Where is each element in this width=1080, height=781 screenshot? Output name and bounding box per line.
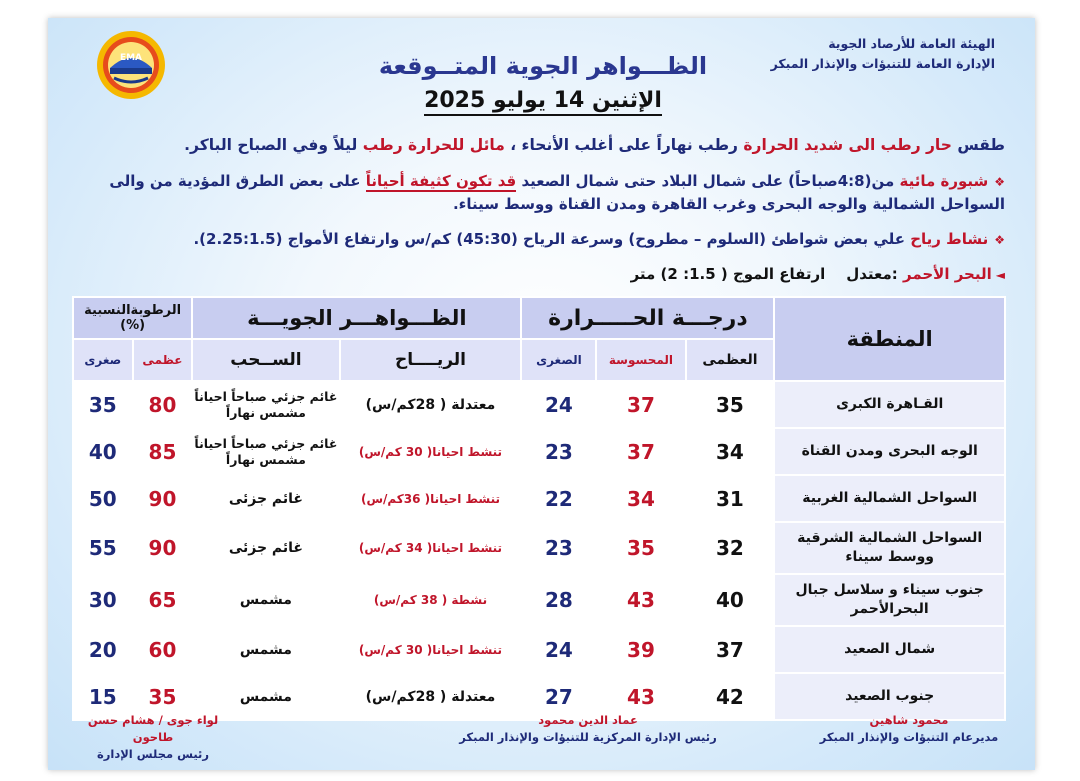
max-temp-cell: 34 [686, 428, 775, 475]
wind-cell: معتدلة ( 28كم/س) [340, 673, 522, 720]
wind-label: نشاط رياح [910, 230, 989, 248]
signature-left [68, 712, 238, 763]
humidity-max-cell: 90 [133, 475, 193, 522]
cloud-cell: غائم جزئى [192, 522, 339, 574]
signature-center [428, 712, 748, 746]
min-temp-cell: 23 [521, 522, 596, 574]
weather-summary [75, 136, 1005, 154]
wind-cell: تنشط احيانا( 30 كم/س) [340, 626, 522, 673]
organization-header [735, 34, 995, 74]
humidity-max-cell: 85 [133, 428, 193, 475]
max-temp-cell: 32 [686, 522, 775, 574]
signature-name: عماد الدين محمود [538, 713, 638, 727]
signature-right [809, 712, 1009, 746]
forecast-date-text: الإثنين 14 يوليو 2025 [424, 88, 662, 116]
cloud-cell: مشمس [192, 673, 339, 720]
humidity-max-cell: 65 [133, 574, 193, 626]
forecast-date [378, 88, 708, 113]
min-temp-cell: 28 [521, 574, 596, 626]
red-sea-wave: ارتفاع الموج ( 1.5: 2) متر [630, 265, 826, 283]
table-row [73, 626, 1005, 673]
humidity-min-cell: 40 [73, 428, 133, 475]
region-cell: شمال الصعيد [774, 626, 1005, 673]
signature-name: محمود شاهين [869, 713, 949, 727]
signature-title: مديرعام التنبؤات والإنذار المبكر [819, 730, 999, 744]
wind-bullet [75, 228, 1005, 251]
humidity-min-cell: 15 [73, 673, 133, 720]
region-cell: جنوب سيناء و سلاسل جبال البحرالأحمر [774, 574, 1005, 626]
forecast-table [72, 296, 1006, 721]
signature-name: لواء جوى / هشام حسن طاحون [87, 713, 219, 744]
fog-warning: قد تكون كثيفة أحياناً [365, 172, 517, 190]
max-temp-cell: 42 [686, 673, 775, 720]
feels-like-cell: 37 [596, 381, 685, 428]
svg-text:EMA: EMA [119, 53, 143, 63]
wind-cell: تنشط احيانا( 36كم/س) [340, 475, 522, 522]
max-temp-cell: 37 [686, 626, 775, 673]
min-temp-cell: 24 [521, 626, 596, 673]
feels-like-cell: 37 [596, 428, 685, 475]
table-row [73, 428, 1005, 475]
region-cell: الوجه البحرى ومدن القناة [774, 428, 1005, 475]
wind-cell: نشطة ( 38 كم/س) [340, 574, 522, 626]
region-cell: السواحل الشمالية الشرقية ووسط سيناء [774, 522, 1005, 574]
humidity-min-cell: 30 [73, 574, 133, 626]
humidity-max-cell: 90 [133, 522, 193, 574]
cloud-cell: غائم جزئي صباحاً احياناً مشمس نهاراً [192, 428, 339, 475]
summary-part-3: رطب نهاراً على أغلب الأنحاء ، [504, 136, 738, 154]
page-title: الظـــواهر الجوية المتــوقعة [378, 52, 708, 80]
humidity-min-cell: 50 [73, 475, 133, 522]
fog-text-1: من(4:8صباحاً) على شمال البلاد حتى شمال الصعيد [516, 172, 900, 190]
cloud-cell: غائم جزئي صباحاً احياناً مشمس نهاراً [192, 381, 339, 428]
org-department: الإدارة العامة للتنبؤات والإنذار المبكر [770, 56, 995, 71]
wind-cell: معتدلة ( 28كم/س) [340, 381, 522, 428]
wind-cell: تنشط احيانا( 34 كم/س) [340, 522, 522, 574]
forecast-sheet [48, 18, 1035, 770]
red-sea-line [631, 265, 1005, 283]
humidity-max-cell: 80 [133, 381, 193, 428]
bullet-marker-icon: ❖ [994, 233, 1005, 247]
max-temp-cell: 40 [686, 574, 775, 626]
header-clouds: الســحب [192, 339, 339, 381]
bullet-marker-icon: ❖ [994, 175, 1005, 189]
triangle-marker-icon: ◄ [995, 268, 1005, 282]
summary-part-2: حار رطب الى شديد الحرارة [737, 136, 952, 154]
header-max-temp: العظمى [686, 339, 775, 381]
cloud-cell: غائم جزئى [192, 475, 339, 522]
min-temp-cell: 22 [521, 475, 596, 522]
humidity-min-cell: 55 [73, 522, 133, 574]
header-wind: الريــــاح [340, 339, 522, 381]
region-cell: جنوب الصعيد [774, 673, 1005, 720]
table-row [73, 381, 1005, 428]
fog-text-2: على بعض الطرق المؤدية من والى السواحل الشمالية والوجه البحرى وغرب القاهرة ومدن القناة ووسط سيناء. [109, 172, 1005, 213]
table-row [73, 574, 1005, 626]
header-min-temp: الصغرى [521, 339, 596, 381]
region-cell: السواحل الشمالية الغربية [774, 475, 1005, 522]
min-temp-cell: 24 [521, 381, 596, 428]
ema-logo [96, 30, 166, 100]
table-row [73, 475, 1005, 522]
cloud-cell: مشمس [192, 574, 339, 626]
org-name: الهيئة العامة للأرصاد الجوية [828, 36, 995, 51]
summary-part-5: ليلاً وفي الصباح الباكر. [184, 136, 363, 154]
header-phenomena: الظـــواهـــر الجويـــة [192, 297, 521, 339]
header-humidity-max: عظمى [133, 339, 193, 381]
feels-like-cell: 34 [596, 475, 685, 522]
feels-like-cell: 43 [596, 673, 685, 720]
min-temp-cell: 23 [521, 428, 596, 475]
max-temp-cell: 35 [686, 381, 775, 428]
feels-like-cell: 35 [596, 522, 685, 574]
summary-part-4: مائل للحرارة رطب [362, 136, 505, 154]
fog-label: شبورة مائية [899, 172, 989, 190]
humidity-max-cell: 35 [133, 673, 193, 720]
header-humidity: الرطوبةالنسبية (%) [73, 297, 192, 339]
fog-bullet [75, 170, 1005, 215]
wind-cell: تنشط احيانا( 30 كم/س) [340, 428, 522, 475]
region-cell: القـاهرة الكبرى [774, 381, 1005, 428]
red-sea-state: :معتدل [846, 265, 903, 283]
humidity-max-cell: 60 [133, 626, 193, 673]
feels-like-cell: 43 [596, 574, 685, 626]
table-row [73, 522, 1005, 574]
signature-title: رئيس مجلس الإدارة [96, 747, 209, 761]
max-temp-cell: 31 [686, 475, 775, 522]
header-temperature: درجـــة الحـــــرارة [521, 297, 774, 339]
summary-part-1: طقس [951, 136, 1005, 154]
cloud-cell: مشمس [192, 626, 339, 673]
red-sea-label: البحر الأحمر [902, 265, 992, 283]
wind-text: علي بعض شواطئ (السلوم – مطروح) وسرعة الرياح (45:30) كم/س وارتفاع الأمواج (2.25:1.5). [193, 230, 911, 248]
header-humidity-min: صغرى [73, 339, 133, 381]
humidity-min-cell: 35 [73, 381, 133, 428]
header-region: المنطقة [774, 297, 1005, 381]
feels-like-cell: 39 [596, 626, 685, 673]
min-temp-cell: 27 [521, 673, 596, 720]
signature-title: رئيس الإدارة المركزية للتنبؤات والإنذار المبكر [459, 730, 717, 744]
header-feels-like: المحسوسة [596, 339, 685, 381]
humidity-min-cell: 20 [73, 626, 133, 673]
